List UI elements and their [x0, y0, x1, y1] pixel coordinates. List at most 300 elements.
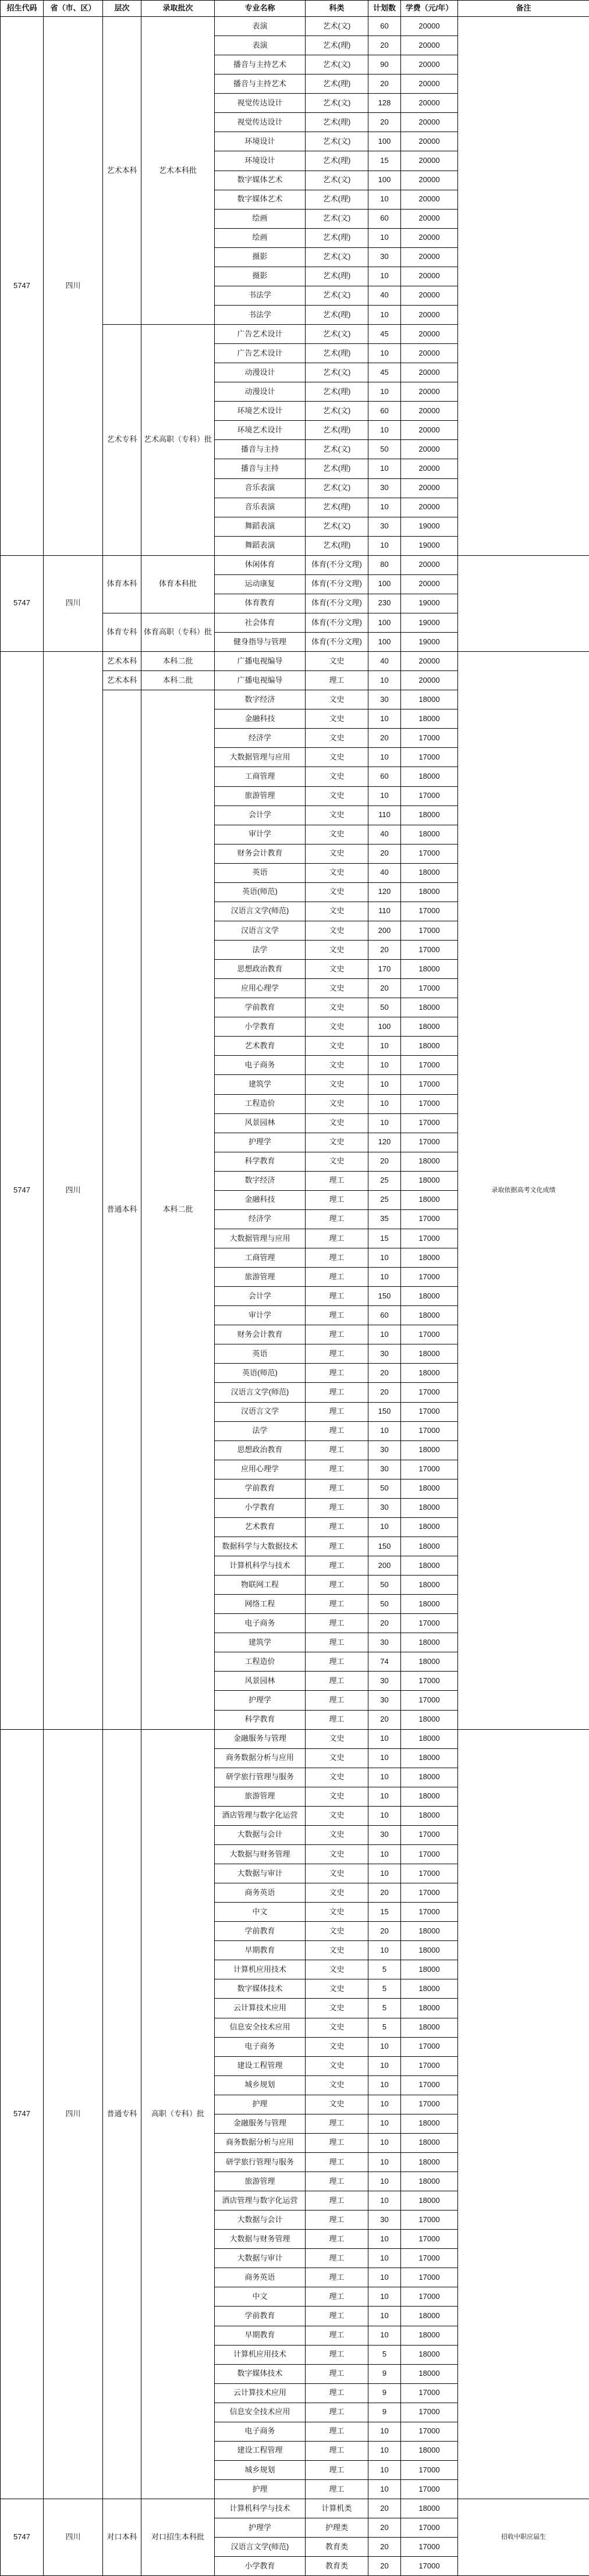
plan-count-cell: 60	[368, 209, 401, 228]
header-code: 招生代码	[1, 1, 44, 17]
tuition-cell: 19000	[401, 517, 458, 536]
tuition-cell: 18000	[401, 1729, 458, 1748]
plan-count-cell: 20	[368, 1364, 401, 1383]
category-cell: 文史	[306, 1941, 368, 1960]
plan-count-cell: 120	[368, 882, 401, 902]
major-cell: 艺术教育	[215, 1517, 306, 1537]
plan-count-cell: 150	[368, 1402, 401, 1421]
major-cell: 中文	[215, 2287, 306, 2307]
plan-count-cell: 30	[368, 247, 401, 267]
category-cell: 文史	[306, 844, 368, 863]
tuition-cell: 20000	[401, 113, 458, 132]
plan-count-cell: 60	[368, 1306, 401, 1325]
tuition-cell: 20000	[401, 209, 458, 228]
category-cell: 体育(不分文理)	[306, 633, 368, 652]
plan-count-cell: 40	[368, 825, 401, 844]
tuition-cell: 20000	[401, 421, 458, 440]
plan-count-cell: 10	[368, 1864, 401, 1883]
tuition-cell: 18000	[401, 1922, 458, 1941]
major-cell: 早期教育	[215, 2326, 306, 2345]
tuition-cell: 17000	[401, 2480, 458, 2499]
category-cell: 文史	[306, 882, 368, 902]
plan-count-cell: 10	[368, 2133, 401, 2152]
plan-count-cell: 10	[368, 1517, 401, 1537]
category-cell: 文史	[306, 1825, 368, 1844]
tuition-cell: 20000	[401, 652, 458, 671]
major-cell: 大数据与会计	[215, 1825, 306, 1844]
category-cell: 艺术(文)	[306, 325, 368, 344]
major-cell: 大数据与审计	[215, 2249, 306, 2268]
plan-count-cell: 30	[368, 1633, 401, 1652]
category-cell: 理工	[306, 2383, 368, 2403]
tuition-cell: 17000	[401, 1133, 458, 1152]
tuition-cell: 18000	[401, 1960, 458, 1979]
tuition-cell: 20000	[401, 363, 458, 382]
major-cell: 工商管理	[215, 1248, 306, 1268]
major-cell: 中文	[215, 1903, 306, 1922]
table-row	[1, 555, 589, 574]
plan-count-cell: 10	[368, 748, 401, 767]
major-cell: 金融服务与管理	[215, 1729, 306, 1748]
tuition-cell: 20000	[401, 286, 458, 305]
category-cell: 文史	[306, 748, 368, 767]
major-cell: 会计学	[215, 806, 306, 825]
tuition-cell: 18000	[401, 1941, 458, 1960]
plan-count-cell: 10	[368, 1768, 401, 1787]
plan-count-cell: 10	[368, 2191, 401, 2210]
plan-count-cell: 20	[368, 1883, 401, 1903]
tuition-cell: 18000	[401, 825, 458, 844]
tuition-cell: 18000	[401, 1171, 458, 1190]
plan-count-cell: 30	[368, 1440, 401, 1460]
tuition-cell: 18000	[401, 1748, 458, 1768]
category-cell: 文史	[306, 1922, 368, 1941]
plan-count-cell: 100	[368, 132, 401, 151]
plan-count-cell: 5	[368, 1999, 401, 2018]
plan-count-cell: 170	[368, 960, 401, 979]
major-cell: 护理学	[215, 1691, 306, 1710]
tuition-cell: 17000	[401, 1229, 458, 1248]
major-cell: 护理	[215, 2480, 306, 2499]
category-cell: 理工	[306, 2460, 368, 2479]
major-cell: 商务英语	[215, 1883, 306, 1903]
header-province: 省（市、区）	[44, 1, 103, 17]
category-cell: 理工	[306, 1710, 368, 1729]
plan-count-cell: 20	[368, 1710, 401, 1729]
plan-count-cell: 9	[368, 2403, 401, 2422]
category-cell: 理工	[306, 1556, 368, 1576]
plan-count-cell: 45	[368, 325, 401, 344]
tuition-cell: 17000	[401, 2056, 458, 2075]
batch-cell: 本科二批	[141, 690, 215, 1729]
plan-count-cell: 10	[368, 382, 401, 402]
province-cell: 四川	[44, 555, 103, 651]
major-cell: 大数据管理与应用	[215, 1229, 306, 1248]
tuition-cell: 17000	[401, 1691, 458, 1710]
category-cell: 文史	[306, 1999, 368, 2018]
category-cell: 计算机类	[306, 2499, 368, 2518]
plan-count-cell: 50	[368, 1595, 401, 1614]
category-cell: 艺术(文)	[306, 132, 368, 151]
category-cell: 艺术(理)	[306, 498, 368, 517]
plan-count-cell: 15	[368, 1229, 401, 1248]
category-cell: 艺术(理)	[306, 267, 368, 286]
major-cell: 汉语言文学(师范)	[215, 2538, 306, 2557]
major-cell: 广告艺术设计	[215, 325, 306, 344]
category-cell: 文史	[306, 1152, 368, 1171]
tuition-cell: 17000	[401, 2095, 458, 2114]
major-cell: 财务会计教育	[215, 844, 306, 863]
plan-count-cell: 10	[368, 2287, 401, 2307]
major-cell: 工程造价	[215, 1094, 306, 1113]
category-cell: 理工	[306, 1440, 368, 1460]
category-cell: 艺术(文)	[306, 517, 368, 536]
major-cell: 广播电视编导	[215, 652, 306, 671]
plan-count-cell: 10	[368, 671, 401, 690]
tuition-cell: 17000	[401, 2230, 458, 2249]
category-cell: 文史	[306, 921, 368, 940]
category-cell: 教育类	[306, 2538, 368, 2557]
category-cell: 艺术(文)	[306, 171, 368, 190]
tuition-cell: 18000	[401, 1306, 458, 1325]
major-cell: 数字经济	[215, 690, 306, 709]
category-cell: 理工	[306, 2441, 368, 2460]
plan-count-cell: 20	[368, 979, 401, 998]
category-cell: 理工	[306, 2326, 368, 2345]
header-tuition: 学费（元/年）	[401, 1, 458, 17]
tuition-cell: 20000	[401, 36, 458, 55]
batch-cell: 本科二批	[141, 652, 215, 671]
category-cell: 艺术(理)	[306, 421, 368, 440]
tuition-cell: 18000	[401, 863, 458, 882]
category-cell: 体育(不分文理)	[306, 574, 368, 594]
major-cell: 广告艺术设计	[215, 344, 306, 363]
category-cell: 文史	[306, 902, 368, 921]
plan-count-cell: 10	[368, 2480, 401, 2499]
category-cell: 文史	[306, 1768, 368, 1787]
major-cell: 云计算技术应用	[215, 2383, 306, 2403]
major-cell: 数字经济	[215, 1171, 306, 1190]
tuition-cell: 20000	[401, 440, 458, 459]
plan-count-cell: 10	[368, 1113, 401, 1133]
category-cell: 理工	[306, 2480, 368, 2499]
major-cell: 计算机科学与技术	[215, 1556, 306, 1576]
tuition-cell: 18000	[401, 2172, 458, 2191]
major-cell: 风景园林	[215, 1672, 306, 1691]
major-cell: 酒店管理与数字化运营	[215, 2191, 306, 2210]
tuition-cell: 17000	[401, 1825, 458, 1844]
tuition-cell: 18000	[401, 1633, 458, 1652]
plan-count-cell: 120	[368, 1133, 401, 1152]
major-cell: 数据科学与大数据技术	[215, 1537, 306, 1556]
note-cell	[458, 1729, 589, 2499]
category-cell: 理工	[306, 1691, 368, 1710]
category-cell: 理工	[306, 2114, 368, 2133]
category-cell: 艺术(理)	[306, 228, 368, 247]
major-cell: 财务会计教育	[215, 1325, 306, 1344]
plan-count-cell: 10	[368, 2172, 401, 2191]
major-cell: 大数据与财务管理	[215, 2230, 306, 2249]
major-cell: 体育教育	[215, 594, 306, 613]
tuition-cell: 18000	[401, 1190, 458, 1209]
category-cell: 理工	[306, 1306, 368, 1325]
tuition-cell: 18000	[401, 1037, 458, 1056]
plan-count-cell: 10	[368, 2230, 401, 2249]
tuition-cell: 18000	[401, 1344, 458, 1364]
tuition-cell: 17000	[401, 1383, 458, 1402]
plan-count-cell: 10	[368, 536, 401, 555]
plan-count-cell: 90	[368, 55, 401, 74]
tuition-cell: 18000	[401, 2499, 458, 2518]
plan-count-cell: 50	[368, 1479, 401, 1498]
tuition-cell: 18000	[401, 1768, 458, 1787]
major-cell: 环境艺术设计	[215, 402, 306, 421]
category-cell: 文史	[306, 767, 368, 786]
plan-count-cell: 10	[368, 2268, 401, 2287]
tuition-cell: 20000	[401, 17, 458, 36]
category-cell: 文史	[306, 998, 368, 1017]
major-cell: 护理	[215, 2095, 306, 2114]
major-cell: 汉语言文学(师范)	[215, 902, 306, 921]
tuition-cell: 17000	[401, 2268, 458, 2287]
tuition-cell: 20000	[401, 382, 458, 402]
level-cell: 艺术本科	[103, 671, 141, 690]
category-cell: 理工	[306, 2210, 368, 2230]
tuition-cell: 18000	[401, 2441, 458, 2460]
tuition-cell: 18000	[401, 1440, 458, 1460]
major-cell: 商务数据分析与应用	[215, 2133, 306, 2152]
tuition-cell: 20000	[401, 151, 458, 171]
note-cell	[458, 17, 589, 556]
plan-count-cell: 10	[368, 2307, 401, 2326]
major-cell: 汉语言文学	[215, 921, 306, 940]
major-cell: 工商管理	[215, 767, 306, 786]
tuition-cell: 17000	[401, 1864, 458, 1883]
tuition-cell: 18000	[401, 998, 458, 1017]
category-cell: 理工	[306, 1498, 368, 1517]
plan-count-cell: 30	[368, 690, 401, 709]
major-cell: 学前教育	[215, 2307, 306, 2326]
plan-count-cell: 40	[368, 863, 401, 882]
tuition-cell: 18000	[401, 767, 458, 786]
tuition-cell: 18000	[401, 1556, 458, 1576]
table-body	[1, 17, 589, 2576]
tuition-cell: 20000	[401, 94, 458, 113]
major-cell: 建筑学	[215, 1633, 306, 1652]
major-cell: 运动康复	[215, 574, 306, 594]
level-cell: 艺术本科	[103, 652, 141, 671]
category-cell: 文史	[306, 825, 368, 844]
province-cell: 四川	[44, 652, 103, 1730]
plan-count-cell: 30	[368, 478, 401, 498]
plan-count-cell: 30	[368, 1498, 401, 1517]
category-cell: 文史	[306, 941, 368, 960]
plan-count-cell: 100	[368, 171, 401, 190]
category-cell: 理工	[306, 1364, 368, 1383]
province-cell: 四川	[44, 1729, 103, 2499]
major-cell: 播音与主持艺术	[215, 55, 306, 74]
plan-count-cell: 20	[368, 1383, 401, 1402]
plan-count-cell: 74	[368, 1652, 401, 1672]
plan-count-cell: 30	[368, 1460, 401, 1479]
category-cell: 艺术(文)	[306, 247, 368, 267]
plan-count-cell: 10	[368, 786, 401, 806]
major-cell: 旅游管理	[215, 2172, 306, 2191]
major-cell: 云计算技术应用	[215, 1999, 306, 2018]
category-cell: 理工	[306, 1652, 368, 1672]
batch-cell: 体育高职（专科）批	[141, 613, 215, 651]
major-cell: 审计学	[215, 825, 306, 844]
category-cell: 理工	[306, 1287, 368, 1306]
plan-count-cell: 150	[368, 1287, 401, 1306]
plan-count-cell: 30	[368, 517, 401, 536]
plan-count-cell: 30	[368, 1825, 401, 1844]
tuition-cell: 18000	[401, 2326, 458, 2345]
major-cell: 环境艺术设计	[215, 421, 306, 440]
province-cell: 四川	[44, 17, 103, 556]
tuition-cell: 20000	[401, 305, 458, 324]
plan-count-cell: 10	[368, 2114, 401, 2133]
plan-count-cell: 10	[368, 1056, 401, 1075]
major-cell: 大数据与财务管理	[215, 1844, 306, 1864]
tuition-cell: 20000	[401, 402, 458, 421]
tuition-cell: 18000	[401, 1152, 458, 1171]
major-cell: 金融服务与管理	[215, 2114, 306, 2133]
major-cell: 经济学	[215, 729, 306, 748]
enroll-code-cell: 5747	[1, 652, 44, 1730]
major-cell: 电子商务	[215, 2037, 306, 2056]
tuition-cell: 18000	[401, 2307, 458, 2326]
plan-count-cell: 20	[368, 1152, 401, 1171]
tuition-cell: 17000	[401, 748, 458, 767]
plan-count-cell: 30	[368, 2210, 401, 2230]
category-cell: 文史	[306, 806, 368, 825]
major-cell: 电子商务	[215, 1614, 306, 1633]
category-cell: 文史	[306, 1017, 368, 1037]
major-cell: 计算机应用技术	[215, 1960, 306, 1979]
major-cell: 数字媒体艺术	[215, 171, 306, 190]
plan-count-cell: 10	[368, 305, 401, 324]
tuition-cell: 17000	[401, 1672, 458, 1691]
tuition-cell: 17000	[401, 1402, 458, 1421]
category-cell: 理工	[306, 2403, 368, 2422]
plan-count-cell: 20	[368, 36, 401, 55]
tuition-cell: 20000	[401, 325, 458, 344]
major-cell: 电子商务	[215, 1056, 306, 1075]
major-cell: 音乐表演	[215, 498, 306, 517]
major-cell: 绘画	[215, 209, 306, 228]
tuition-cell: 17000	[401, 2383, 458, 2403]
tuition-cell: 17000	[401, 786, 458, 806]
plan-count-cell: 50	[368, 1576, 401, 1595]
plan-count-cell: 9	[368, 2364, 401, 2383]
plan-count-cell: 10	[368, 1941, 401, 1960]
category-cell: 理工	[306, 1672, 368, 1691]
tuition-cell: 20000	[401, 171, 458, 190]
tuition-cell: 18000	[401, 709, 458, 729]
tuition-cell: 17000	[401, 2287, 458, 2307]
major-cell: 法学	[215, 1421, 306, 1440]
plan-count-cell: 60	[368, 17, 401, 36]
plan-count-cell: 5	[368, 2345, 401, 2364]
major-cell: 摄影	[215, 247, 306, 267]
category-cell: 艺术(理)	[306, 74, 368, 94]
major-cell: 计算机科学与技术	[215, 2499, 306, 2518]
tuition-cell: 17000	[401, 729, 458, 748]
tuition-cell: 18000	[401, 1498, 458, 1517]
category-cell: 文史	[306, 979, 368, 998]
tuition-cell: 20000	[401, 228, 458, 247]
tuition-cell: 17000	[401, 2422, 458, 2441]
tuition-cell: 18000	[401, 1652, 458, 1672]
plan-count-cell: 30	[368, 1672, 401, 1691]
batch-cell: 对口招生本科批	[141, 2499, 215, 2576]
plan-count-cell: 5	[368, 1960, 401, 1979]
major-cell: 金融科技	[215, 709, 306, 729]
batch-cell: 高职（专科）批	[141, 1729, 215, 2499]
tuition-cell: 20000	[401, 459, 458, 478]
category-cell: 理工	[306, 1209, 368, 1229]
tuition-cell: 18000	[401, 2191, 458, 2210]
plan-count-cell: 230	[368, 594, 401, 613]
plan-count-cell: 10	[368, 2249, 401, 2268]
plan-count-cell: 10	[368, 228, 401, 247]
category-cell: 理工	[306, 2364, 368, 2383]
plan-count-cell: 15	[368, 1903, 401, 1922]
category-cell: 理工	[306, 1633, 368, 1652]
major-cell: 播音与主持艺术	[215, 74, 306, 94]
plan-count-cell: 10	[368, 2441, 401, 2460]
category-cell: 理工	[306, 2133, 368, 2152]
header-category: 科类	[306, 1, 368, 17]
tuition-cell: 17000	[401, 2538, 458, 2557]
major-cell: 数字媒体技术	[215, 1979, 306, 1999]
major-cell: 酒店管理与数字化运营	[215, 1806, 306, 1825]
category-cell: 艺术(文)	[306, 363, 368, 382]
table-row	[1, 17, 589, 36]
category-cell: 文史	[306, 786, 368, 806]
major-cell: 动漫设计	[215, 382, 306, 402]
plan-count-cell: 100	[368, 574, 401, 594]
category-cell: 理工	[306, 1383, 368, 1402]
major-cell: 风景园林	[215, 1113, 306, 1133]
tuition-cell: 17000	[401, 1883, 458, 1903]
category-cell: 体育(不分文理)	[306, 613, 368, 632]
tuition-cell: 19000	[401, 594, 458, 613]
plan-count-cell: 10	[368, 1325, 401, 1344]
major-cell: 大数据与会计	[215, 2210, 306, 2230]
major-cell: 音乐表演	[215, 478, 306, 498]
category-cell: 文史	[306, 1748, 368, 1768]
major-cell: 护理学	[215, 2518, 306, 2538]
plan-count-cell: 15	[368, 151, 401, 171]
plan-count-cell: 10	[368, 344, 401, 363]
table-row	[1, 1729, 589, 1748]
category-cell: 理工	[306, 671, 368, 690]
major-cell: 建筑学	[215, 1075, 306, 1094]
major-cell: 学前教育	[215, 1922, 306, 1941]
tuition-cell: 20000	[401, 671, 458, 690]
plan-count-cell: 100	[368, 1017, 401, 1037]
plan-count-cell: 10	[368, 1268, 401, 1287]
category-cell: 理工	[306, 2307, 368, 2326]
category-cell: 艺术(文)	[306, 55, 368, 74]
major-cell: 广播电视编导	[215, 671, 306, 690]
plan-count-cell: 10	[368, 1094, 401, 1113]
category-cell: 理工	[306, 1268, 368, 1287]
category-cell: 艺术(文)	[306, 286, 368, 305]
tuition-cell: 18000	[401, 1999, 458, 2018]
